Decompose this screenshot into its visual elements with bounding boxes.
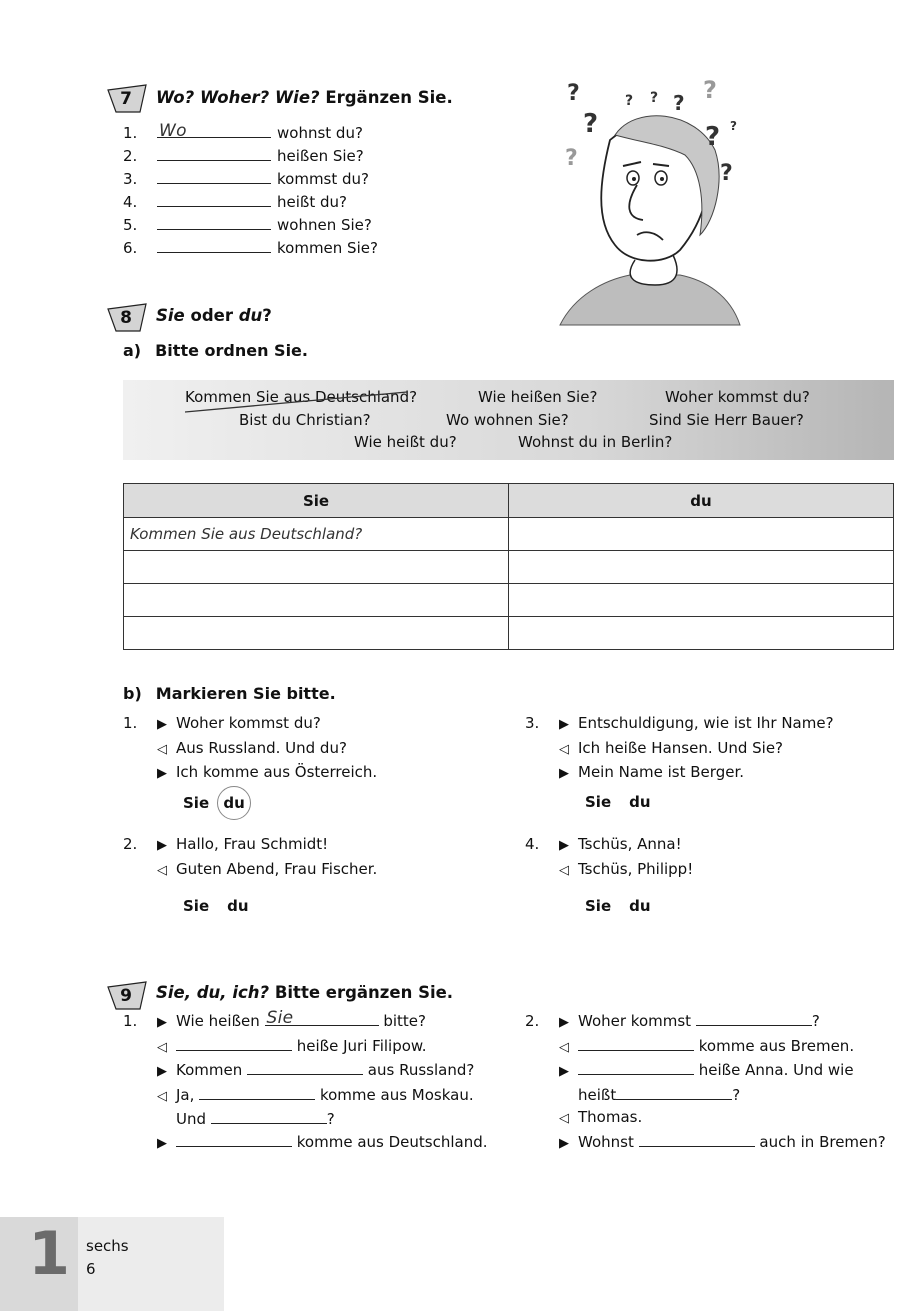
page-number: 6 — [86, 1260, 96, 1278]
dialog-line: Ich heiße Hansen. Und Sie? — [578, 738, 784, 757]
part-a-heading — [123, 341, 308, 360]
exercise-7-badge — [106, 84, 150, 114]
page-word: sechs — [86, 1237, 129, 1255]
item-number: 6. — [123, 239, 138, 257]
exercise-9-badge — [106, 981, 150, 1011]
dialog-line: Guten Abend, Frau Fischer. — [176, 859, 378, 878]
answer-blank[interactable] — [616, 1085, 732, 1100]
svg-text:?: ? — [720, 161, 733, 186]
item-text: kommst du? — [277, 170, 370, 188]
svg-text:?: ? — [565, 146, 578, 171]
dialog-text: ? — [326, 1110, 335, 1128]
dialog-1 — [123, 712, 377, 786]
dialog-number: 4. — [525, 835, 540, 853]
exercise-9-title-italic: Sie, du, ich? — [156, 983, 270, 1002]
dialog-text: ? — [732, 1085, 741, 1104]
reply-arrow-icon: ◁ — [559, 862, 569, 878]
item-text: wohnst du? — [277, 124, 363, 142]
table-cell-sie[interactable] — [124, 617, 509, 650]
answer-blank[interactable] — [157, 169, 271, 184]
exercise-9-title-rest: Bitte ergänzen Sie. — [269, 983, 454, 1002]
phrase-3: Woher kommst du? — [665, 388, 810, 406]
table-cell-du[interactable] — [509, 617, 894, 650]
answer-blank[interactable] — [211, 1109, 327, 1124]
dialog-number: 2. — [525, 1012, 540, 1030]
phrase-6: Sind Sie Herr Bauer? — [649, 411, 804, 429]
item-text: heißt du? — [277, 193, 347, 211]
speaker-arrow-icon: ▶ — [559, 717, 569, 732]
phrase-2: Wie heißen Sie? — [478, 388, 598, 406]
title-sie: Sie — [156, 306, 185, 325]
answer-blank[interactable] — [157, 121, 271, 141]
table-row — [124, 617, 894, 650]
reply-arrow-icon: ◁ — [157, 1088, 167, 1104]
ex7-item — [123, 192, 347, 211]
svg-text:?: ? — [673, 91, 685, 115]
svg-text:?: ? — [705, 122, 721, 152]
part-a-label: a) — [123, 341, 142, 360]
handwritten-answer: Wo — [159, 121, 187, 141]
dialog-text: bitte? — [383, 1012, 426, 1030]
part-b-title: Markieren Sie bitte. — [155, 684, 336, 703]
dialog-text: Thomas. — [578, 1108, 643, 1126]
table-cell-sie[interactable] — [124, 584, 509, 617]
handwritten-answer: Sie — [266, 1007, 294, 1028]
ex7-item — [123, 146, 364, 165]
part-b-label: b) — [123, 684, 142, 703]
dialog-line: Aus Russland. Und du? — [176, 738, 347, 757]
sie-du-choice — [585, 786, 651, 818]
phrase-4: Bist du Christian? — [239, 411, 371, 429]
dialog-text: Wohnst — [578, 1132, 634, 1151]
dialog-2 — [123, 833, 377, 882]
speaker-arrow-icon: ▶ — [559, 838, 569, 853]
table-cell-du[interactable] — [509, 584, 894, 617]
choice-du[interactable]: du — [629, 897, 651, 915]
sie-du-choice — [183, 786, 251, 820]
dialog-text: komme aus Moskau. — [319, 1085, 474, 1104]
svg-text:?: ? — [650, 90, 659, 106]
phrase-1: Kommen Sie aus Deutschland? — [185, 388, 418, 406]
choice-sie[interactable]: Sie — [585, 793, 612, 811]
dialog-line: Hallo, Frau Schmidt! — [176, 835, 329, 853]
phrase-7: Wie heißt du? — [354, 433, 457, 451]
title-qmark: ? — [262, 306, 272, 325]
dialog-text: Kommen — [176, 1061, 243, 1079]
speaker-arrow-icon: ▶ — [559, 1064, 569, 1079]
speaker-arrow-icon: ▶ — [559, 1135, 569, 1151]
exercise-8-number: 8 — [120, 308, 132, 328]
dialog-number: 2. — [123, 835, 138, 853]
dialog-text: aus Russland? — [367, 1061, 475, 1079]
reply-arrow-icon: ◁ — [157, 741, 167, 757]
item-text: kommen Sie? — [277, 239, 378, 257]
dialog-line: Ich komme aus Österreich. — [176, 763, 378, 781]
ex7-item — [123, 238, 378, 257]
table-cell-sie[interactable]: Kommen Sie aus Deutschland? — [124, 518, 509, 551]
choice-du[interactable]: du — [629, 793, 651, 811]
item-number: 3. — [123, 170, 138, 188]
speaker-arrow-icon: ▶ — [559, 1015, 569, 1030]
reply-arrow-icon: ◁ — [157, 1039, 167, 1055]
dialog-number: 1. — [123, 714, 138, 732]
reply-arrow-icon: ◁ — [559, 1039, 569, 1055]
header-sie: Sie — [124, 484, 509, 518]
exercise-8-badge — [106, 303, 150, 333]
speaker-arrow-icon: ▶ — [559, 766, 569, 781]
header-du: du — [509, 484, 894, 518]
table-row — [124, 551, 894, 584]
dialog-4 — [525, 833, 693, 882]
speaker-arrow-icon: ▶ — [157, 717, 167, 732]
title-oder: oder — [184, 306, 239, 325]
dialog-text: auch in Bremen? — [759, 1132, 886, 1151]
exercise-8-title — [156, 306, 272, 325]
choice-sie[interactable]: Sie — [183, 897, 210, 915]
sie-du-choice — [183, 890, 249, 922]
exercise-9-title — [156, 983, 453, 1002]
sie-du-choice — [585, 890, 651, 922]
dialog-text: heiße Juri Filipow. — [296, 1036, 427, 1055]
phrase-5: Wo wohnen Sie? — [446, 411, 569, 429]
speaker-arrow-icon: ▶ — [157, 838, 167, 853]
table-row — [124, 518, 894, 551]
dialog-line: Tschüs, Philipp! — [578, 859, 694, 878]
answer-blank[interactable] — [157, 146, 271, 161]
answer-blank[interactable] — [157, 215, 271, 230]
svg-text:?: ? — [583, 109, 599, 139]
exercise-7-title-italic: Wo? Woher? Wie? — [156, 88, 320, 107]
reply-arrow-icon: ◁ — [157, 862, 167, 878]
choice-sie[interactable]: Sie — [183, 794, 210, 812]
table-cell-du[interactable] — [509, 551, 894, 584]
svg-text:?: ? — [567, 81, 580, 106]
dialog-text: Ja, — [176, 1085, 195, 1104]
speaker-arrow-icon: ▶ — [157, 1015, 167, 1030]
page-number-box — [78, 1217, 224, 1311]
item-number: 4. — [123, 193, 138, 211]
answer-blank[interactable] — [157, 238, 271, 253]
exercise-7-title — [156, 88, 453, 107]
dialog-text: Woher kommst — [578, 1012, 692, 1030]
chapter-tab — [0, 1217, 78, 1311]
phrase-8: Wohnst du in Berlin? — [518, 433, 673, 451]
part-a-title: Bitte ordnen Sie. — [155, 341, 308, 360]
dialog-text: Und — [176, 1110, 207, 1128]
item-text: wohnen Sie? — [277, 216, 372, 234]
speaker-arrow-icon: ▶ — [157, 1064, 167, 1079]
dialog-line: Mein Name ist Berger. — [578, 763, 744, 781]
dialog-3 — [525, 712, 834, 786]
dialog-line: Tschüs, Anna! — [578, 835, 682, 853]
dialog-line: Woher kommst du? — [176, 714, 321, 732]
svg-text:?: ? — [625, 93, 634, 109]
choice-du[interactable]: du — [227, 897, 249, 915]
sie-du-table — [123, 483, 894, 650]
answer-blank[interactable] — [578, 1036, 694, 1051]
title-du: du — [238, 306, 263, 325]
speaker-arrow-icon: ▶ — [157, 766, 167, 781]
dialog-text: komme aus Deutschland. — [296, 1132, 488, 1151]
answer-blank[interactable] — [247, 1060, 363, 1075]
answer-blank[interactable] — [265, 1007, 379, 1028]
dialog-text: ? — [811, 1012, 820, 1030]
answer-blank[interactable] — [696, 1011, 812, 1026]
exercise-7-number: 7 — [120, 89, 132, 109]
item-number: 1. — [123, 124, 138, 142]
ex9-dialog-2 — [525, 1010, 886, 1155]
dialog-text: heißt — [578, 1085, 617, 1104]
table-cell-sie[interactable] — [124, 551, 509, 584]
table-row — [124, 584, 894, 617]
ex9-dialog-1 — [123, 1007, 488, 1155]
exercise-9-number: 9 — [120, 986, 132, 1006]
table-header-row — [124, 484, 894, 518]
exercise-7-title-rest: Ergänzen Sie. — [319, 88, 453, 107]
dialog-text: Wie heißen — [176, 1012, 260, 1030]
dialog-number: 3. — [525, 714, 540, 732]
answer-blank[interactable] — [176, 1036, 292, 1051]
reply-arrow-icon: ◁ — [559, 1111, 569, 1126]
svg-text:?: ? — [730, 119, 737, 133]
chapter-number: 1 — [28, 1219, 70, 1289]
ex7-item — [123, 169, 369, 188]
choice-du[interactable]: du — [217, 786, 251, 820]
ex7-item — [123, 123, 363, 142]
dialog-line: Entschuldigung, wie ist Ihr Name? — [578, 714, 834, 732]
phrase-box — [123, 380, 894, 460]
confused-man-illustration — [555, 70, 745, 328]
phrase-crossed-out — [185, 388, 417, 406]
answer-blank[interactable] — [176, 1132, 292, 1147]
answer-blank[interactable] — [578, 1060, 694, 1075]
answer-blank[interactable] — [639, 1132, 755, 1147]
ex7-item — [123, 215, 372, 234]
table-cell-du[interactable] — [509, 518, 894, 551]
speaker-arrow-icon: ▶ — [157, 1135, 167, 1151]
answer-blank[interactable] — [157, 192, 271, 207]
item-number: 5. — [123, 216, 138, 234]
item-number: 2. — [123, 147, 138, 165]
choice-sie[interactable]: Sie — [585, 897, 612, 915]
answer-blank[interactable] — [199, 1085, 315, 1100]
dialog-number: 1. — [123, 1012, 138, 1030]
reply-arrow-icon: ◁ — [559, 741, 569, 757]
dialog-text: heiße Anna. Und wie — [698, 1061, 854, 1079]
svg-text:?: ? — [703, 76, 717, 104]
part-b-heading — [123, 684, 336, 703]
dialog-text: komme aus Bremen. — [698, 1036, 855, 1055]
item-text: heißen Sie? — [277, 147, 364, 165]
